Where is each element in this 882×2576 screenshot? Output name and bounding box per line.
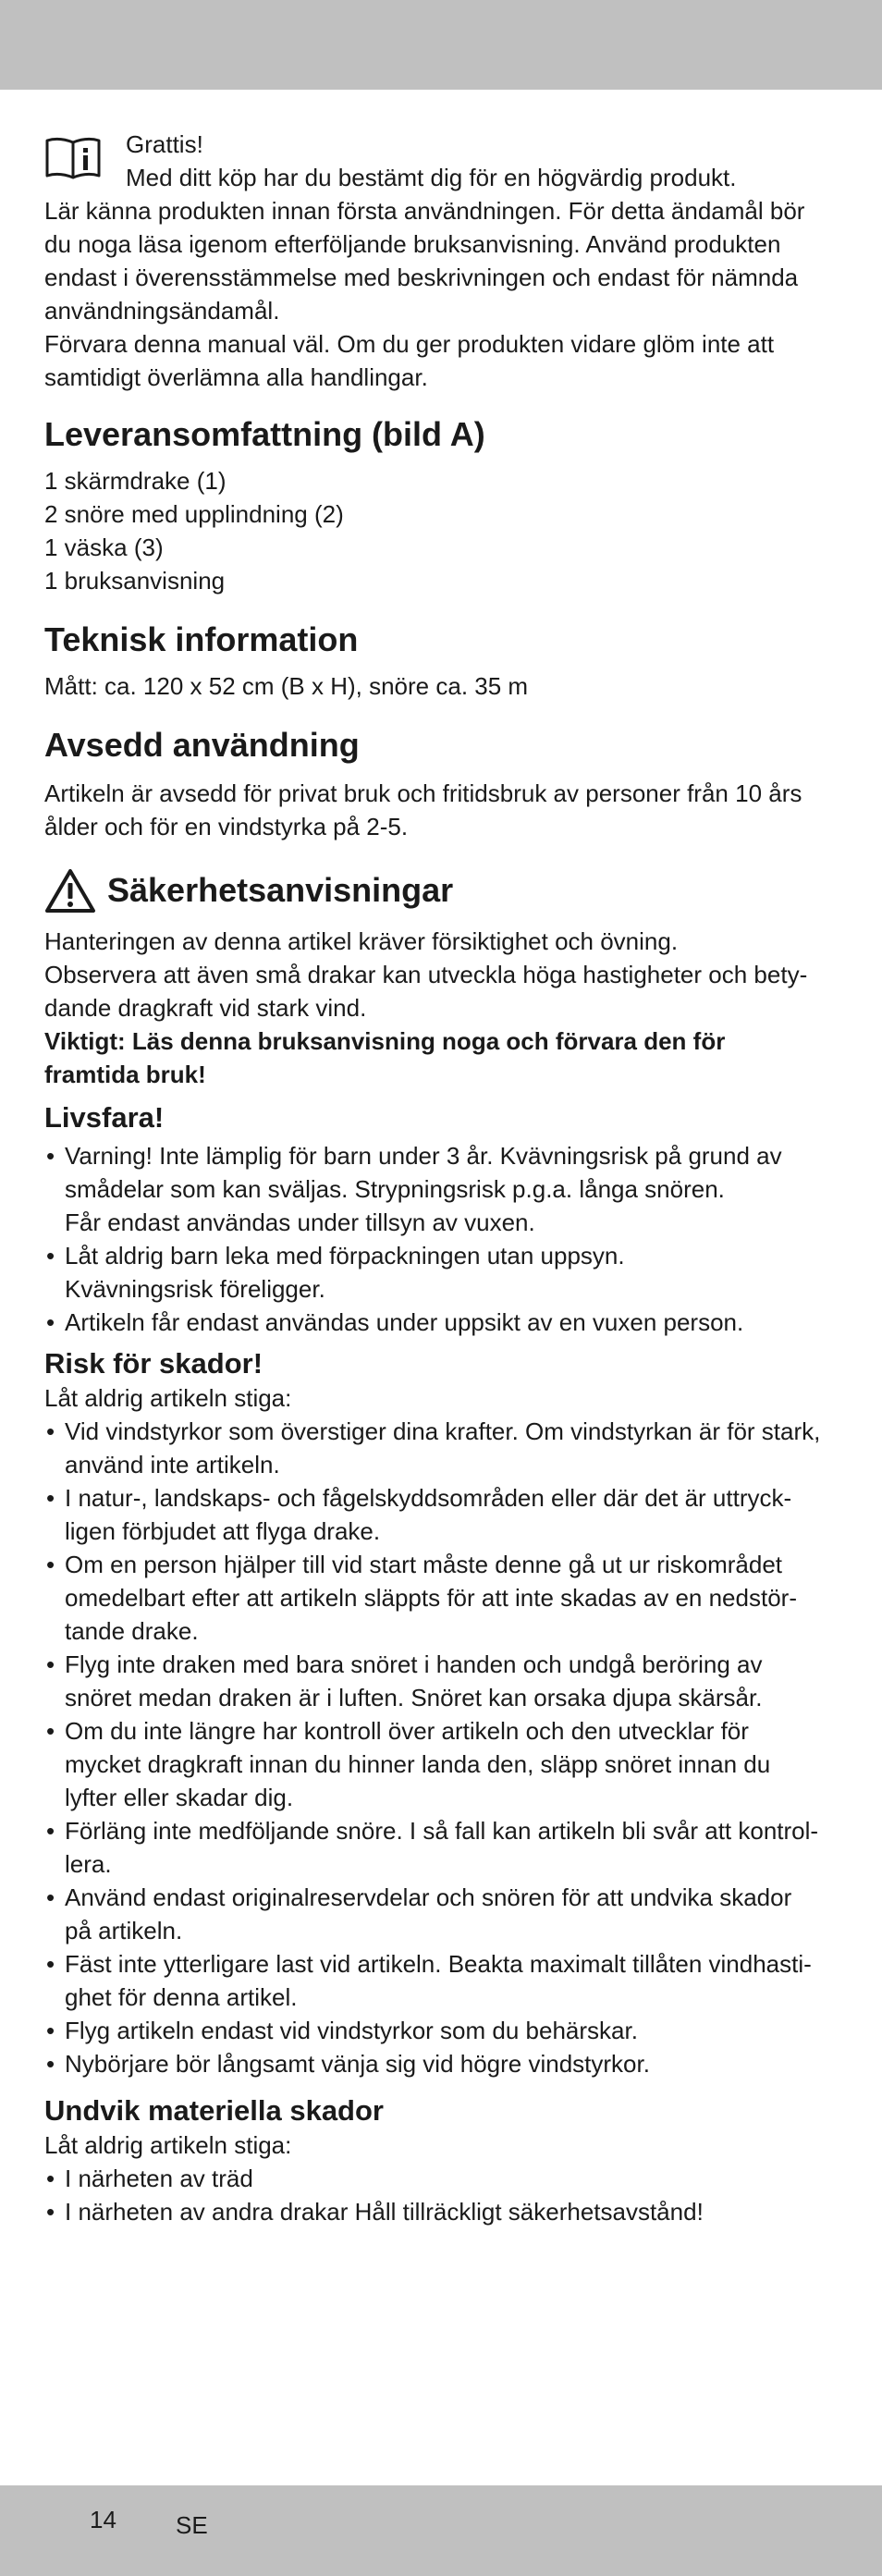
bullet-line: • Varning! Inte lämplig för barn under 3 år. Kvävningsrisk på grund av <box>65 1142 782 1170</box>
bullet-item <box>44 2162 839 2195</box>
bullet-line: lyfter eller skadar dig. <box>65 1784 294 1811</box>
bullet-line: omedelbart efter att artikeln släppts för att inte skadas av en nedstör- <box>65 1584 797 1612</box>
list-item: 2 snöre med upplindning (2) <box>44 500 344 528</box>
bullet-line: Kvävningsrisk föreligger. <box>65 1275 325 1303</box>
bullet-line: • Använd endast originalreservdelar och snören för att undvika skador <box>65 1883 792 1911</box>
list-item: 1 skärmdrake (1) <box>44 467 227 495</box>
bullet-line: • Artikeln får endast användas under uppsikt av en vuxen person. <box>65 1308 744 1336</box>
language-code: SE <box>176 2511 208 2539</box>
bullet-line: • Om du inte längre har kontroll över artikeln och den utvecklar för <box>65 1717 749 1745</box>
bullet-line: ligen förbjudet att flyga drake. <box>65 1517 381 1545</box>
intro-text-line: Lär känna produkten innan första användningen. För detta ändamål bör <box>44 197 805 225</box>
bullet-item <box>44 2014 839 2047</box>
bullet-line: • I närheten av andra drakar Håll tillräckligt säkerhetsavstånd! <box>65 2198 704 2226</box>
bullet-line: tande drake. <box>65 1617 199 1645</box>
bullet-line: ghet för denna artikel. <box>65 1983 298 2011</box>
sakerhet-text-line: Observera att även små drakar kan utveckla höga hastigheter och bety- <box>44 961 808 988</box>
bottom-bar <box>0 2485 882 2576</box>
bullet-line: • Om en person hjälper till vid start måste denne gå ut ur riskområdet <box>65 1551 783 1578</box>
page-number: 14 <box>90 2506 116 2533</box>
heading-teknisk: Teknisk information <box>44 620 359 658</box>
bullet-item <box>44 1714 839 1814</box>
list-item: 1 bruksanvisning <box>44 567 226 595</box>
important-notice-line: Viktigt: Läs denna bruksanvisning noga och förvara den för <box>44 1027 726 1055</box>
list-item: 1 väska (3) <box>44 534 164 561</box>
teknisk-text: Mått: ca. 120 x 52 cm (B x H), snöre ca. 35 m <box>44 672 529 700</box>
avsedd-text-line: Artikeln är avsedd för privat bruk och fritidsbruk av personer från 10 års <box>44 779 802 807</box>
bullet-line: använd inte artikeln. <box>65 1451 280 1478</box>
bullet-item <box>44 1306 839 1339</box>
bullet-line: • Nybörjare bör långsamt vänja sig vid högre vindstyrkor. <box>65 2050 650 2078</box>
heading-livsfara: Livsfara! <box>44 1101 165 1134</box>
heading-sakerhet <box>44 867 839 914</box>
bullet-line: • I natur-, landskaps- och fågelskyddsområden eller där det är uttryck- <box>65 1484 792 1512</box>
intro-text-line: endast i överensstämmelse med beskrivningen och endast för nämnda <box>44 264 799 291</box>
sakerhet-text-line: Hanteringen av denna artikel kräver försiktighet och övning. <box>44 927 679 955</box>
page-content <box>44 128 839 2228</box>
intro-text-line: Med ditt köp har du bestämt dig för en högvärdig produkt. <box>126 164 737 191</box>
bullet-line: snöret medan draken är i luften. Snöret kan orsaka djupa skärsår. <box>65 1684 763 1711</box>
bullet-item <box>44 1415 839 1481</box>
risk-intro: Låt aldrig artikeln stiga: <box>44 1384 292 1412</box>
bullet-item <box>44 1239 839 1306</box>
intro-section <box>44 128 839 394</box>
intro-text-line: samtidigt överlämna alla handlingar. <box>44 363 428 391</box>
warning-triangle-icon <box>44 867 96 914</box>
heading-leverans: Leveransomfattning (bild A) <box>44 415 485 453</box>
bullet-item <box>44 1481 839 1548</box>
bullet-line: • Förläng inte medföljande snöre. I så fall kan artikeln bli svår att kontrol- <box>65 1817 819 1845</box>
bullet-line: • I närheten av träd <box>65 2165 253 2192</box>
intro-text-line: användningsändamål. <box>44 297 280 325</box>
risk-list <box>44 1415 839 2080</box>
intro-text-line: du noga läsa igenom efterföljande bruksanvisning. Använd produkten <box>44 230 781 258</box>
bullet-line: • Flyg artikeln endast vid vindstyrkor som du behärskar. <box>65 2017 638 2044</box>
bullet-line: • Fäst inte ytterligare last vid artikeln. Beakta maximalt tillåten vindhasti- <box>65 1950 812 1978</box>
bullet-item <box>44 2047 839 2080</box>
bullet-item <box>44 1881 839 1947</box>
top-bar <box>0 0 882 90</box>
heading-avsedd: Avsedd användning <box>44 726 360 764</box>
bullet-item <box>44 2195 839 2228</box>
heading-sakerhet-label: Säkerhetsanvisningar <box>107 871 454 909</box>
intro-greeting: Grattis! <box>126 130 203 158</box>
undvik-intro: Låt aldrig artikeln stiga: <box>44 2131 292 2159</box>
bullet-line: på artikeln. <box>65 1917 183 1944</box>
bullet-line: smådelar som kan sväljas. Strypningsrisk p.g.a. långa snören. <box>65 1175 725 1203</box>
bullet-line: • Vid vindstyrkor som överstiger dina krafter. Om vindstyrkan är för stark, <box>65 1417 821 1445</box>
undvik-list <box>44 2162 839 2228</box>
book-info-icon <box>44 135 102 181</box>
bullet-item <box>44 1548 839 1648</box>
avsedd-text-line: ålder och för en vindstyrka på 2-5. <box>44 813 409 840</box>
bullet-item <box>44 1814 839 1881</box>
heading-risk: Risk för skador! <box>44 1347 263 1380</box>
leverans-list <box>44 464 839 597</box>
bullet-line: mycket dragkraft innan du hinner landa den, släpp snöret innan du <box>65 1750 771 1778</box>
heading-undvik: Undvik materiella skador <box>44 2094 384 2127</box>
bullet-line: • Låt aldrig barn leka med förpackningen utan uppsyn. <box>65 1242 625 1270</box>
bullet-item <box>44 1648 839 1714</box>
important-notice-line: framtida bruk! <box>44 1061 206 1088</box>
sakerhet-text-line: dande dragkraft vid stark vind. <box>44 994 367 1022</box>
bullet-line: • Flyg inte draken med bara snöret i handen och undgå beröring av <box>65 1650 763 1678</box>
bullet-line: Får endast användas under tillsyn av vuxen. <box>65 1208 535 1236</box>
bullet-line: lera. <box>65 1850 112 1878</box>
bullet-item <box>44 1139 839 1239</box>
intro-text-line: Förvara denna manual väl. Om du ger produkten vidare glöm inte att <box>44 330 775 358</box>
bullet-item <box>44 1947 839 2014</box>
livsfara-list <box>44 1139 839 1339</box>
